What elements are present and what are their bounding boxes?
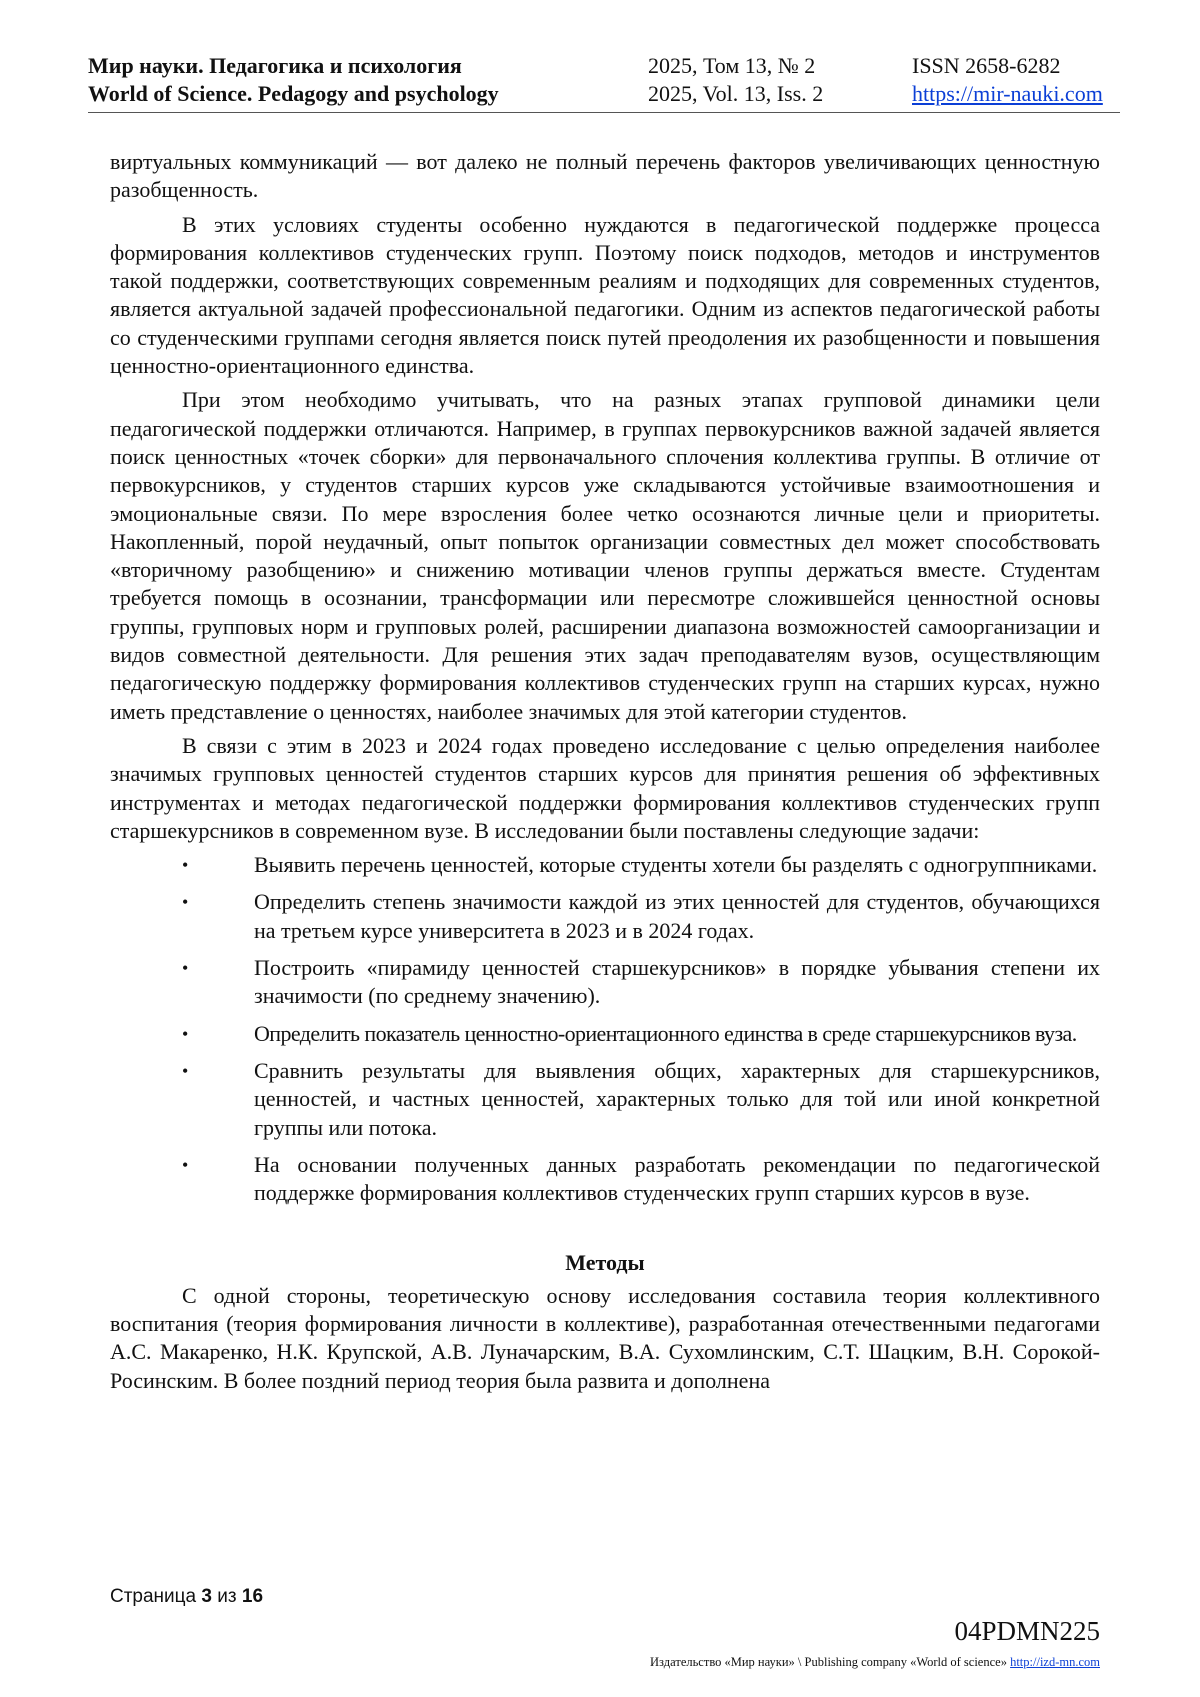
bullet-icon: • xyxy=(182,958,189,979)
issue-info-en: 2025, Vol. 13, Iss. 2 xyxy=(648,81,824,106)
list-item: • Сравнить результаты для выявления общих, характерных для старшекурсников, ценностей, и частных ценностей, характерных только для той или иной конкретной группы или потока. xyxy=(182,1057,1100,1140)
journal-url-link[interactable]: https://mir-nauki.com xyxy=(912,81,1103,106)
article-body xyxy=(110,148,1100,1401)
paragraph-5: С одной стороны, теоретическую основу исследования составила теория коллективного воспитания (теория формирования личности в коллективе), разработанная отечественными педагогами А.С. Макаренко, Н.К. Крупской, А.В. Луначарским, В.А. Сухомлинским, С.Т. Шацким, В.Н. Сорокой-Росинским. В более поздний период теория была развита и дополнена xyxy=(110,1282,1100,1393)
bullet-icon: • xyxy=(182,1154,189,1175)
bullet-icon: • xyxy=(182,892,189,913)
list-item: • Определить показатель ценностно-ориентационного единства в среде старшекурсников вуза. xyxy=(110,1020,1100,1048)
issn: ISSN 2658-6282 xyxy=(912,53,1061,78)
paragraph-4: В связи с этим в 2023 и 2024 годах проведено исследование с целью определения наиболее значимых групповых ценностей студентов старших курсов для принятия решения об эффективных инструментах и методах педагогической поддержки формирования коллективов студенческих групп старшекурсников в современном вузе. В исследовании были поставлены следующие задачи: xyxy=(110,732,1100,843)
list-item: • На основании полученных данных разработать рекомендации по педагогической поддержке формирования коллективов студенческих групп старших курсов в вузе. xyxy=(182,1151,1100,1206)
issue-info xyxy=(648,52,823,108)
issue-info-ru: 2025, Том 13, № 2 xyxy=(648,53,816,78)
bullet-icon: • xyxy=(182,855,189,876)
journal-title xyxy=(88,52,499,108)
paragraph-3: При этом необходимо учитывать, что на разных этапах групповой динамики цели педагогической поддержки отличаются. Например, в группах первокурсников важной задачей является поиск ценностных «точек сборки» для первоначального сплочения коллектива группы. В отличие от первокурсников, у студентов старших курсов уже складываются устойчивые взаимоотношения и эмоциональные связи. По мере взросления более четко осознаются личные цели и приоритеты. Накопленный, порой неудачный, опыт попыток организации совместных дел может способствовать «вторичному разобщению» и снижению мотивации членов группы держаться вместе. Студентам требуется помощь в осознании, трансформации или пересмотре сложившейся ценностной основы группы, групповых норм и групповых ролей, расширении диапазона возможностей самоорганизации и видов совместной деятельности. Для решения этих задач преподавателям вузов, осуществляющим педагогическую поддержку формирования коллективов студенческих групп на старших курсах, нужно иметь представление о ценностях, наиболее значимых для этой категории студентов. xyxy=(110,387,1100,724)
article-code: 04PDMN225 xyxy=(954,1616,1100,1646)
list-item: • Построить «пирамиду ценностей старшекурсников» в порядке убывания степени их значимости (по среднему значению). xyxy=(182,955,1100,1009)
header-divider xyxy=(88,112,1120,113)
bullet-icon: • xyxy=(182,1023,189,1044)
journal-title-en: World of Science. Pedagogy and psychology xyxy=(88,81,499,106)
bullet-icon: • xyxy=(182,1060,189,1081)
publisher-line: Издательство «Мир науки» \ Publishing company «World of science» http://izd-mn.com xyxy=(650,1655,1100,1669)
list-item: • Выявить перечень ценностей, которые студенты хотели бы разделять с одногруппниками. xyxy=(110,851,1100,879)
paragraph-2: В этих условиях студенты особенно нуждаются в педагогической поддержке процесса формирования коллективов студенческих групп. Поэтому поиск подходов, методов и инструментов такой поддержки, соответствующих современным реалиям и подходящих для современных студентов, является актуальной задачей профессиональной педагогики. Одним из аспектов педагогической работы со студенческими группами сегодня является поиск путей преодоления их разобщенности и повышения ценностно-ориентационного единства. xyxy=(110,211,1100,379)
publisher-link[interactable]: http://izd-mn.com xyxy=(1010,1655,1100,1669)
journal-title-ru: Мир науки. Педагогика и психология xyxy=(88,53,462,78)
page-number: Страница 3 из 16 xyxy=(110,1586,264,1607)
section-title-methods: Методы xyxy=(565,1250,645,1276)
paragraph-1: виртуальных коммуникаций — вот далеко не полный перечень факторов увеличивающих ценностную разобщенность. xyxy=(110,149,1100,203)
issn-block xyxy=(912,52,1103,108)
list-item: • Определить степень значимости каждой из этих ценностей для студентов, обучающихся на третьем курсе университета в 2023 и в 2024 годах. xyxy=(182,889,1100,943)
tasks-list xyxy=(110,851,1100,1207)
